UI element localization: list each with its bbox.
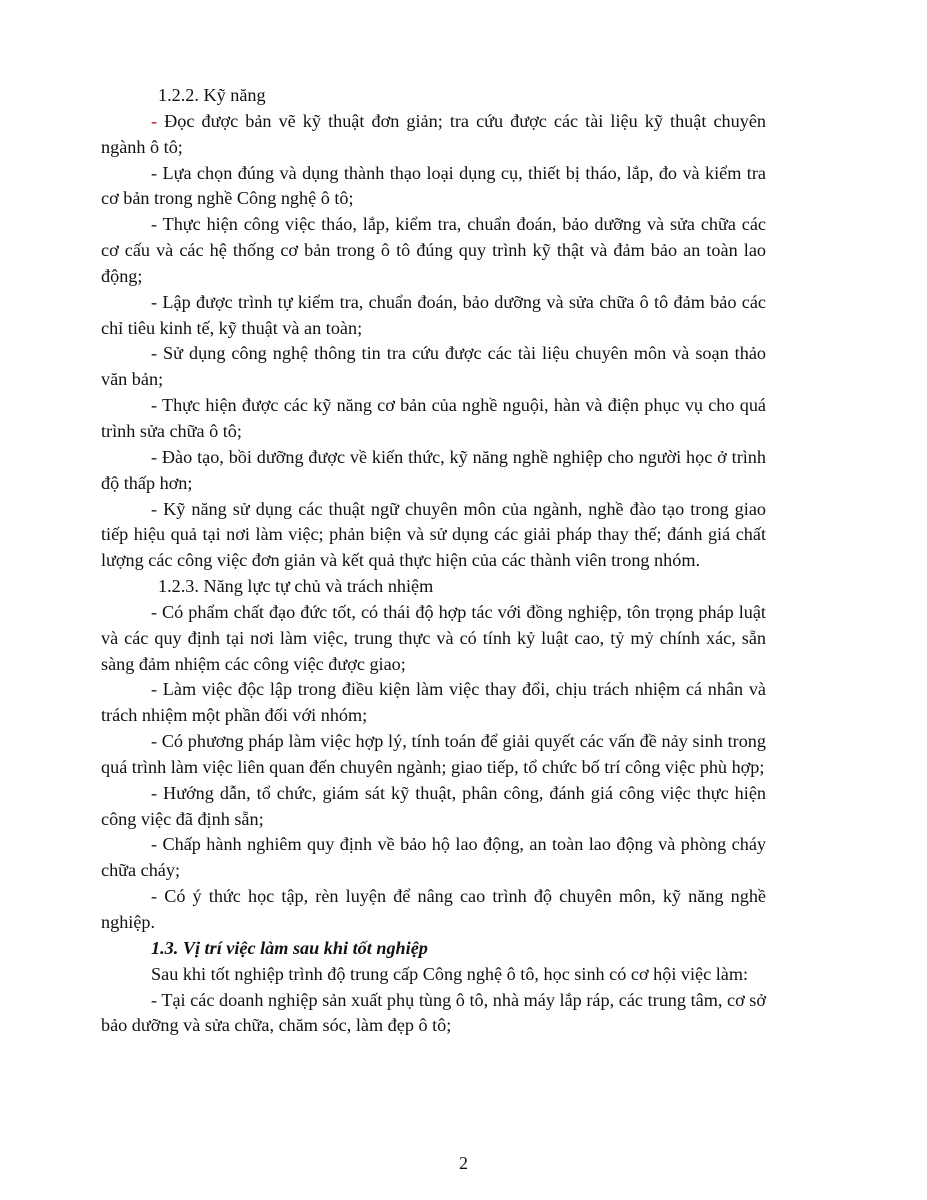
autonomy-item-6: - Có ý thức học tập, rèn luyện để nâng cao trình độ chuyên môn, kỹ năng nghề nghiệp.	[101, 886, 766, 932]
skills-item-2: - Lựa chọn đúng và dụng thành thạo loại dụng cụ, thiết bị tháo, lắp, đo và kiểm tra cơ bản trong nghề Công nghệ ô tô;	[101, 162, 766, 209]
section-heading-autonomy: 1.2.3. Năng lực tự chủ và trách nhiệm	[158, 576, 434, 597]
page-number: 2	[459, 1153, 468, 1173]
autonomy-item-4: - Hướng dẫn, tổ chức, giám sát kỹ thuật, phân công, đánh giá công việc thực hiện công việc đã định sẵn;	[101, 782, 766, 829]
autonomy-item-5: - Chấp hành nghiêm quy định về bảo hộ lao động, an toàn lao động và phòng cháy chữa cháy;	[101, 834, 766, 881]
section-heading-skills: 1.2.2. Kỹ năng	[158, 85, 266, 105]
employment-item-1: - Tại các doanh nghiệp sản xuất phụ tùng ô tô, nhà máy lắp ráp, các trung tâm, cơ sở bảo dưỡng và sửa chữa, chăm sóc, làm đẹp ô tô;	[101, 989, 766, 1036]
section-heading-employment: 1.3. Vị trí việc làm sau khi tốt nghiệp	[151, 937, 428, 958]
autonomy-item-2: - Làm việc độc lập trong điều kiện làm việc thay đổi, chịu trách nhiệm cá nhân và trách nhiệm một phần đối với nhóm;	[101, 679, 766, 726]
skills-item-5: - Sử dụng công nghệ thông tin tra cứu được các tài liệu chuyên môn và soạn thảo văn bản;	[101, 343, 766, 390]
page-body	[101, 83, 766, 1039]
skills-item-1-text: Đọc được bản vẽ kỹ thuật đơn giản; tra cứu được các tài liệu kỹ thuật chuyên ngành ô tô;	[101, 110, 766, 157]
employment-intro: Sau khi tốt nghiệp trình độ trung cấp Công nghệ ô tô, học sinh có cơ hội việc làm:	[151, 963, 749, 984]
skills-item-7: - Đào tạo, bồi dưỡng được về kiến thức, kỹ năng nghề nghiệp cho người học ở trình độ thấp hơn;	[101, 446, 766, 493]
skills-item-4: - Lập được trình tự kiểm tra, chuẩn đoán, bảo dưỡng và sửa chữa ô tô đảm bảo các chỉ tiêu kinh tế, kỹ thuật và an toàn;	[101, 291, 766, 338]
skills-item-1	[101, 109, 766, 161]
skills-item-3: - Thực hiện công việc tháo, lắp, kiểm tra, chuẩn đoán, bảo dưỡng và sửa chữa các cơ cấu và các hệ thống cơ bản trong ô tô đúng quy trình kỹ thật và đảm bảo an toàn lao động;	[101, 214, 766, 286]
list-dash-marker: -	[151, 110, 165, 131]
skills-item-8: - Kỹ năng sử dụng các thuật ngữ chuyên môn của ngành, nghề đào tạo trong giao tiếp hiệu quả tại nơi làm việc; phản biện và sử dụng các giải pháp thay thế; đánh giá chất lượng các công việc đơn giản và kết quả thực hiện của các thành viên trong nhóm.	[101, 498, 766, 571]
autonomy-item-1: - Có phẩm chất đạo đức tốt, có thái độ hợp tác với đồng nghiệp, tôn trọng pháp luật và các quy định tại nơi làm việc, trung thực và có tính kỷ luật cao, tỷ mỷ chính xác, sẵn sàng đảm nhiệm các công việc được giao;	[101, 601, 766, 674]
skills-item-6: - Thực hiện được các kỹ năng cơ bản của nghề nguội, hàn và điện phục vụ cho quá trình sửa chữa ô tô;	[101, 395, 766, 441]
autonomy-item-3: - Có phương pháp làm việc hợp lý, tính toán để giải quyết các vấn đề nảy sinh trong quá trình làm việc liên quan đến chuyên ngành; giao tiếp, tổ chức bố trí công việc phù hợp;	[101, 731, 766, 777]
